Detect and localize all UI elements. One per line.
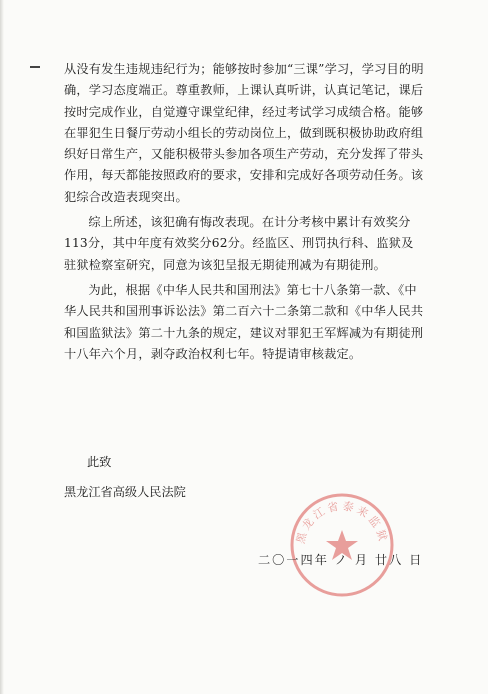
paragraph-summary: 综上所述，该犯确有悔改表现。在计分考核中累计有效奖分113分，其中年度有效奖分62分。经监区、刑罚执行科、监狱及驻狱检察室研究，同意为该犯呈报无期徒刑减为有期徒刑。: [64, 215, 414, 272]
document-date: 二〇一四年 ノ 月 廿八 日: [258, 553, 424, 567]
margin-mark: [30, 66, 40, 68]
addressee-court: 黑龙江省高级人民法院: [64, 485, 186, 499]
paragraph-continuation: 从没有发生违规违纪行为；能够按时参加“三课”学习，学习目的明确，学习态度端正。尊重教师，上课认真听讲，认真记笔记，课后按时完成作业，自觉遵守课堂纪律，经过考试学习成绩合格。能够在罪犯生日餐厅劳动小组长的劳动岗位上，做到既积极协助政府组织好日常生产，又能积极带头参加各项生产劳动，充分发挥了带头作用，每天都能按照政府的要求，安排和完成好各项劳动任务。该犯综合改造表现突出。: [64, 62, 424, 204]
official-seal-icon: [287, 490, 397, 600]
document-body: [64, 59, 424, 369]
seal-text: 黑龙江省泰来监狱: [293, 499, 391, 546]
scan-edge-shadow: [0, 0, 4, 694]
paragraph-recommendation: 为此，根据《中华人民共和国刑法》第七十八条第一款、《中华人民共和国刑事诉讼法》第二百六十二条第二款和《中华人民共和国监狱法》第二十九条的规定，建议对罪犯王军辉减为有期徒刑十八年六个月，剥夺政治权利七年。特提请审核裁定。: [64, 282, 424, 361]
closing-salutation: 此致: [87, 455, 112, 469]
